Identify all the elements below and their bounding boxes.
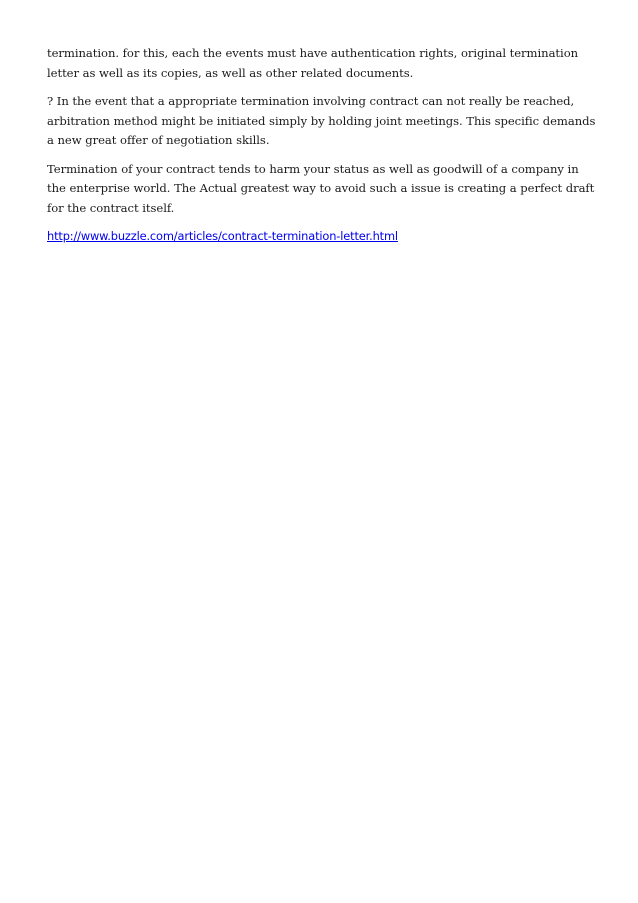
paragraph-termination-evidence: termination. for this, each the events must have authentication rights, original termination letter as well as its copies, as well as other related documents. bbox=[47, 46, 579, 80]
paragraph-arbitration: ? In the event that a appropriate termination involving contract can not really be reached, arbitration method might be initiated simply by holding joint meetings. This specific demands a new great offer of negotiation skills. bbox=[47, 94, 596, 147]
source-link-paragraph bbox=[47, 227, 599, 247]
document-body bbox=[47, 44, 599, 256]
source-link[interactable]: http://www.buzzle.com/articles/contract-termination-letter.html bbox=[47, 229, 398, 243]
paragraph-contract-harm: Termination of your contract tends to harm your status as well as goodwill of a company in the enterprise world. The Actual greatest way to avoid such a issue is creating a perfect draft for the contract itself. bbox=[47, 161, 595, 215]
